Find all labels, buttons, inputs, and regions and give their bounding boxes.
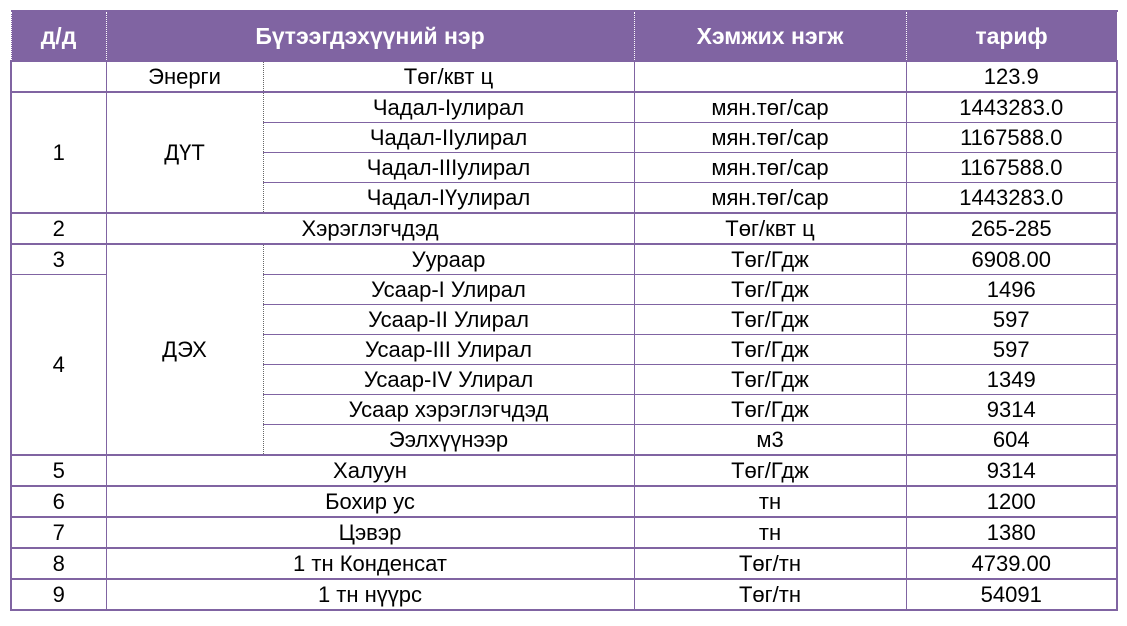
- product-name: Усаар хэрэглэгчдэд: [263, 395, 634, 425]
- product-name: Цэвэр: [106, 517, 634, 548]
- product-name: Чадал-Iулирал: [263, 92, 634, 123]
- tariff-cell: 1443283.0: [906, 183, 1117, 214]
- tariff-cell: 1167588.0: [906, 153, 1117, 183]
- header-tariff: тариф: [906, 11, 1117, 61]
- product-name: Халуун: [106, 455, 634, 486]
- tariff-cell: 54091: [906, 579, 1117, 610]
- tariff-cell: 4739.00: [906, 548, 1117, 579]
- product-name: 1 тн нүүрс: [106, 579, 634, 610]
- unit-cell: Төг/Гдж: [634, 365, 906, 395]
- product-name: Усаар-II Улирал: [263, 305, 634, 335]
- table-row: [11, 244, 1117, 275]
- table-row: [11, 579, 1117, 610]
- product-name: Бохир ус: [106, 486, 634, 517]
- row-number: 5: [11, 455, 106, 486]
- product-name: Усаар-IV Улирал: [263, 365, 634, 395]
- row-number: 3: [11, 244, 106, 275]
- tariff-cell: 1380: [906, 517, 1117, 548]
- tariff-table-container: [10, 10, 1118, 611]
- unit-cell: Төг/Гдж: [634, 244, 906, 275]
- row-number: 9: [11, 579, 106, 610]
- unit-cell: м3: [634, 425, 906, 456]
- unit-cell: мян.төг/сар: [634, 123, 906, 153]
- row-number: 2: [11, 213, 106, 244]
- tariff-cell: 6908.00: [906, 244, 1117, 275]
- unit-cell: тн: [634, 486, 906, 517]
- tariff-cell: 9314: [906, 455, 1117, 486]
- table-row: [11, 517, 1117, 548]
- tariff-cell: 9314: [906, 395, 1117, 425]
- tariff-cell: 1200: [906, 486, 1117, 517]
- product-name: Чадал-IIIулирал: [263, 153, 634, 183]
- tariff-cell: 604: [906, 425, 1117, 456]
- group-cell: Энерги: [106, 61, 263, 92]
- unit-cell: мян.төг/сар: [634, 92, 906, 123]
- row-number: 7: [11, 517, 106, 548]
- table-row: [11, 455, 1117, 486]
- product-name: Уураар: [263, 244, 634, 275]
- product-name: Чадал-IIулирал: [263, 123, 634, 153]
- row-number: 6: [11, 486, 106, 517]
- product-name: Усаар-III Улирал: [263, 335, 634, 365]
- header-product-name: Бүтээгдэхүүний нэр: [106, 11, 634, 61]
- unit-cell: Төг/тн: [634, 548, 906, 579]
- unit-cell: Төг/Гдж: [634, 395, 906, 425]
- unit-cell: Төг/квт ц: [634, 213, 906, 244]
- product-name: Хэрэглэгчдэд: [106, 213, 634, 244]
- tariff-cell: 1443283.0: [906, 92, 1117, 123]
- unit-cell: мян.төг/сар: [634, 183, 906, 214]
- tariff-cell: 597: [906, 335, 1117, 365]
- product-name: Ээлхүүнээр: [263, 425, 634, 456]
- unit-cell: мян.төг/сар: [634, 153, 906, 183]
- product-name: Чадал-IҮулирал: [263, 183, 634, 214]
- tariff-cell: 1167588.0: [906, 123, 1117, 153]
- tariff-cell: 265-285: [906, 213, 1117, 244]
- group-cell: ДҮТ: [106, 92, 263, 213]
- table-row: [11, 548, 1117, 579]
- table-row: [11, 486, 1117, 517]
- row-number: 4: [11, 275, 106, 456]
- product-name: 1 тн Конденсат: [106, 548, 634, 579]
- unit-cell: [634, 61, 906, 92]
- header-number: д/д: [11, 11, 106, 61]
- unit-cell: Төг/тн: [634, 579, 906, 610]
- table-row: [11, 92, 1117, 123]
- unit-cell: Төг/Гдж: [634, 275, 906, 305]
- table-row: [11, 61, 1117, 92]
- group-cell: ДЭХ: [106, 244, 263, 455]
- tariff-cell: 597: [906, 305, 1117, 335]
- tariff-cell: 1349: [906, 365, 1117, 395]
- product-name: Усаар-I Улирал: [263, 275, 634, 305]
- row-number: [11, 61, 106, 92]
- tariff-cell: 123.9: [906, 61, 1117, 92]
- table-header-row: [11, 11, 1117, 61]
- header-unit: Хэмжих нэгж: [634, 11, 906, 61]
- unit-cell: Төг/Гдж: [634, 455, 906, 486]
- tariff-cell: 1496: [906, 275, 1117, 305]
- tariff-table: [10, 10, 1118, 611]
- unit-cell: Төг/Гдж: [634, 305, 906, 335]
- row-number: 1: [11, 92, 106, 213]
- unit-cell: Төг/Гдж: [634, 335, 906, 365]
- table-row: [11, 213, 1117, 244]
- unit-cell: тн: [634, 517, 906, 548]
- product-name: Төг/квт ц: [263, 61, 634, 92]
- row-number: 8: [11, 548, 106, 579]
